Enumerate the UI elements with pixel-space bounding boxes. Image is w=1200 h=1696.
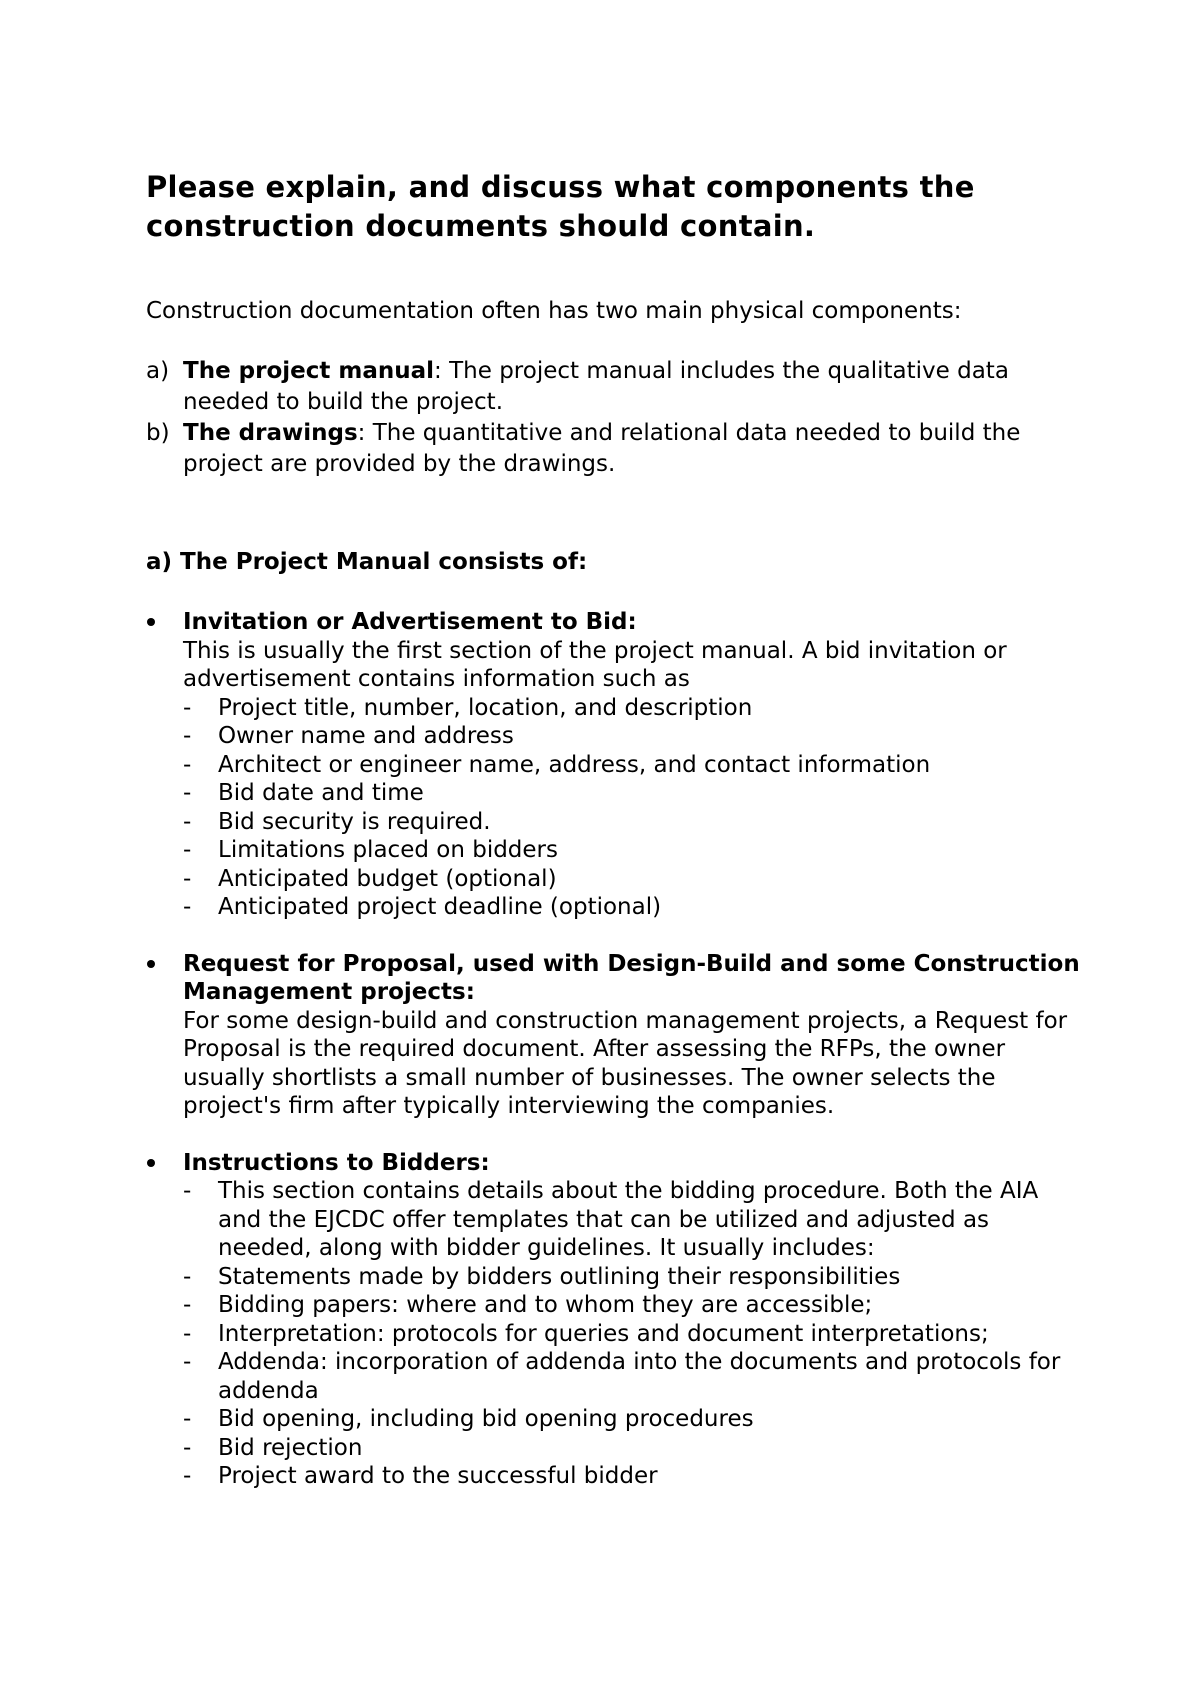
dash-item	[183, 1320, 1086, 1349]
bullet-body: For some design-build and construction management projects, a Request for Proposal is the required document. After assessing the RFPs, the owner usually shortlists a small number of businesses. The owner selects the project's firm after typically interviewing the companies.	[183, 1007, 1068, 1119]
dash-icon: -	[183, 1434, 192, 1461]
bullet-item-instructions	[146, 1149, 1086, 1491]
dash-item-text: Bid opening, including bid opening procedures	[218, 1406, 754, 1432]
dash-icon: -	[183, 1406, 192, 1432]
bullet-heading: Instructions to Bidders:	[183, 1149, 490, 1176]
project-manual-list	[146, 608, 1086, 1491]
dash-item	[183, 1462, 1086, 1491]
dash-icon: -	[183, 751, 192, 778]
dash-item	[183, 779, 1086, 808]
component-text: : The quantitative and relational data needed to build the project are provided by the drawings.	[183, 420, 1021, 477]
dash-item	[183, 808, 1086, 837]
dash-item	[183, 1434, 1086, 1463]
dash-item-text: Anticipated budget (optional)	[218, 865, 557, 892]
bullet-body: This is usually the first section of the project manual. A bid invitation or advertisement contains information such as	[183, 637, 1007, 692]
dash-item	[183, 751, 1086, 780]
dash-item-text: Bid rejection	[218, 1434, 363, 1461]
component-item	[146, 356, 1086, 418]
dash-icon: -	[183, 723, 192, 749]
section-heading: a) The Project Manual consists of:	[146, 549, 588, 575]
list-marker: b)	[146, 420, 170, 446]
dash-item	[183, 1348, 1086, 1405]
dash-list	[183, 694, 1086, 922]
dash-item	[183, 1177, 1086, 1263]
dash-icon: -	[183, 1320, 192, 1347]
dash-icon: -	[183, 865, 192, 892]
component-label: The drawings	[183, 420, 358, 446]
dash-item	[183, 893, 1086, 922]
dash-item-text: Owner name and address	[218, 723, 514, 749]
dash-item-text: Statements made by bidders outlining their responsibilities	[218, 1263, 901, 1290]
dash-item	[183, 694, 1086, 723]
dash-item	[183, 836, 1086, 865]
bullet-item-rfp	[146, 950, 1086, 1121]
dash-item-text: This section contains details about the bidding procedure. Both the AIA and the EJCDC offer templates that can be utilized and adjusted as needed, along with bidder guidelines. It usually includes:	[218, 1178, 1039, 1261]
document-page	[146, 168, 1086, 1519]
dash-item	[183, 1405, 1086, 1434]
dash-item-text: Addenda: incorporation of addenda into the documents and protocols for addenda	[218, 1349, 1061, 1404]
dash-list	[183, 1177, 1086, 1491]
component-label: The project manual	[183, 358, 435, 384]
bullet-icon	[147, 960, 155, 968]
dash-item	[183, 722, 1086, 751]
dash-icon: -	[183, 894, 192, 920]
dash-item-text: Project title, number, location, and description	[218, 694, 753, 721]
dash-icon: -	[183, 837, 192, 863]
list-marker: a)	[146, 358, 170, 384]
dash-icon: -	[183, 1349, 192, 1375]
component-text: : The project manual includes the qualitative data needed to build the project.	[183, 358, 1009, 415]
dash-item	[183, 1291, 1086, 1320]
dash-item-text: Bid security is required.	[218, 808, 491, 835]
dash-item-text: Bid date and time	[218, 780, 424, 806]
dash-item-text: Project award to the successful bidder	[218, 1463, 658, 1489]
dash-icon: -	[183, 1178, 192, 1204]
dash-icon: -	[183, 694, 192, 721]
dash-item	[183, 1263, 1086, 1292]
dash-icon: -	[183, 808, 192, 835]
bullet-icon	[147, 618, 155, 626]
bullet-icon	[147, 1159, 155, 1167]
dash-icon: -	[183, 1463, 192, 1489]
dash-item-text: Bidding papers: where and to whom they are accessible;	[218, 1292, 873, 1318]
bullet-heading: Request for Proposal, used with Design-Build and some Construction Management projects:	[183, 950, 1080, 1005]
component-item	[146, 418, 1086, 480]
dash-item-text: Anticipated project deadline (optional)	[218, 894, 662, 920]
dash-icon: -	[183, 1292, 192, 1318]
intro-paragraph: Construction documentation often has two main physical components:	[146, 298, 962, 324]
bullet-item-invitation	[146, 608, 1086, 922]
dash-icon: -	[183, 1263, 192, 1290]
dash-item	[183, 865, 1086, 894]
components-list	[146, 356, 1086, 480]
dash-item-text: Limitations placed on bidders	[218, 837, 558, 863]
dash-icon: -	[183, 780, 192, 806]
dash-item-text: Architect or engineer name, address, and contact information	[218, 751, 931, 778]
dash-item-text: Interpretation: protocols for queries and document interpretations;	[218, 1320, 989, 1347]
bullet-heading: Invitation or Advertisement to Bid:	[183, 609, 637, 635]
page-title: Please explain, and discuss what components the construction documents should contain.	[146, 170, 975, 243]
